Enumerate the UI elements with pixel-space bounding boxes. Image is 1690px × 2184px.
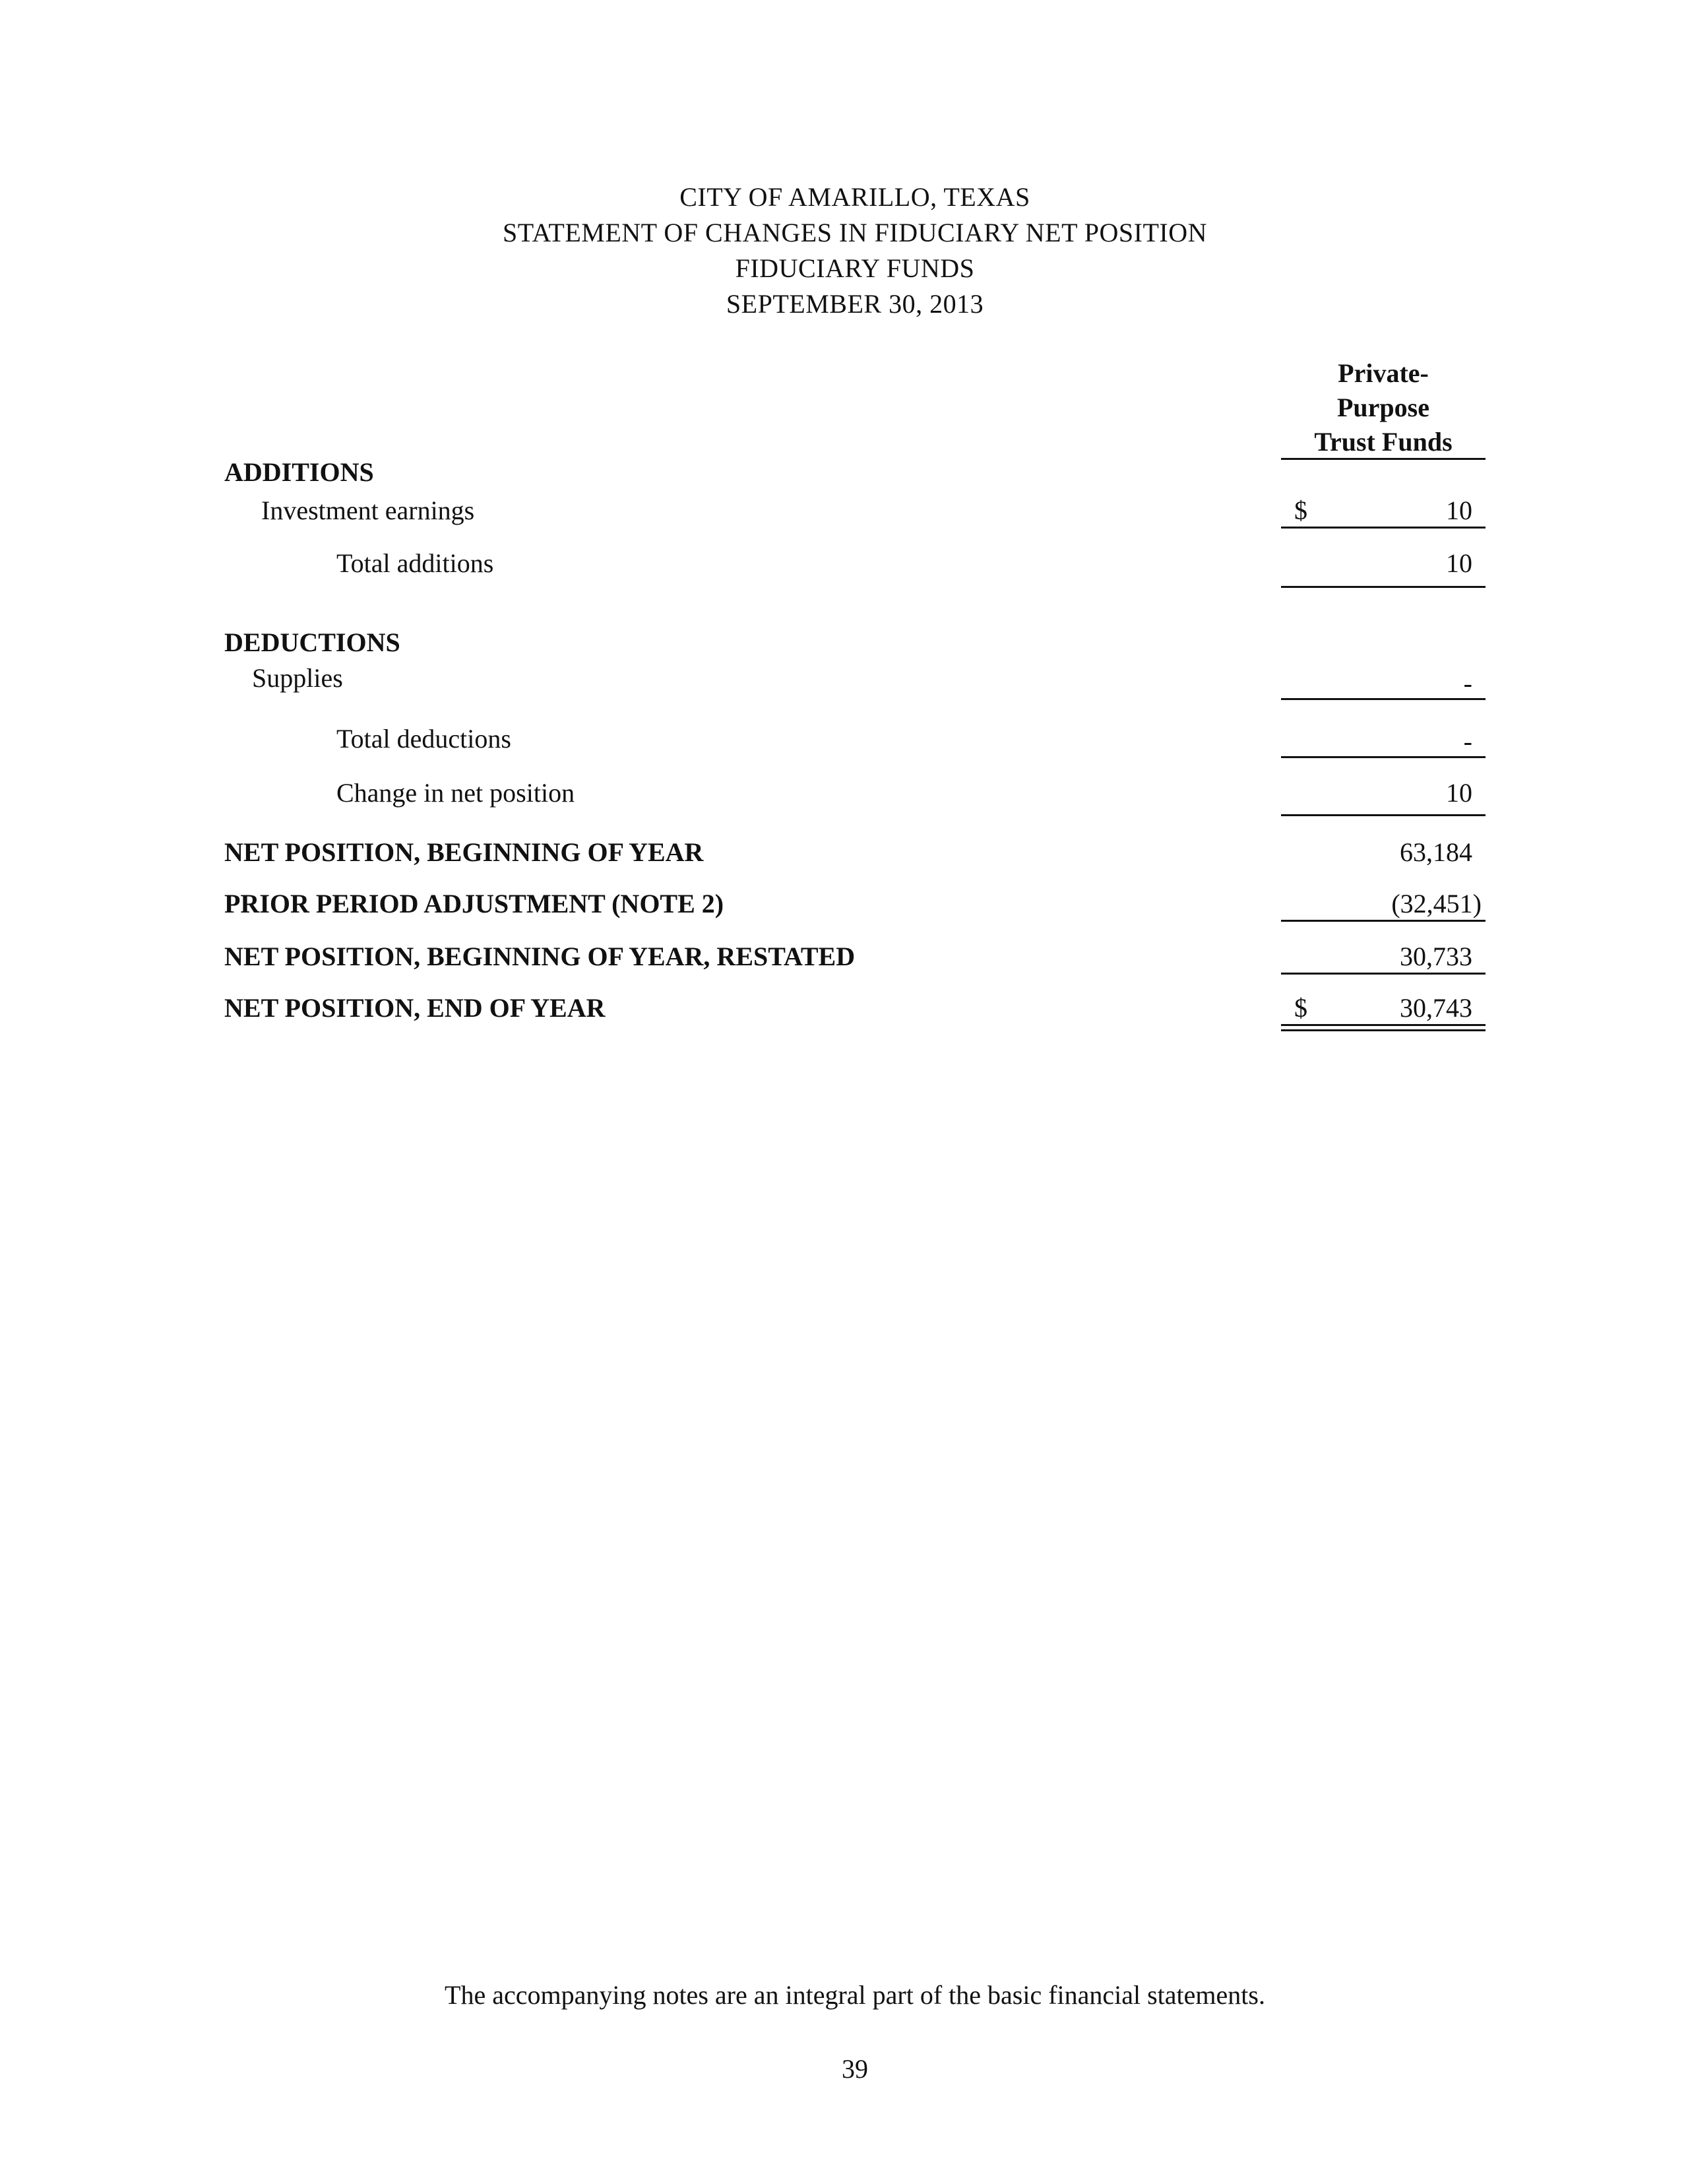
supplies-value: - [1463, 668, 1472, 698]
net-position-restated-underline [1281, 973, 1486, 975]
supplies-amount [1281, 668, 1486, 699]
net-position-end-amount [1281, 992, 1486, 1024]
investment-earnings-underline [1281, 527, 1486, 529]
change-in-net-position-value: 10 [1446, 778, 1472, 808]
dollar-sign-end: $ [1294, 993, 1307, 1023]
investment-earnings-value: 10 [1446, 496, 1472, 525]
supplies-label: Supplies [252, 663, 343, 693]
total-deductions-label: Total deductions [336, 724, 511, 754]
total-additions-underline [1281, 586, 1486, 588]
net-position-end-value: 30,743 [1400, 993, 1472, 1023]
change-in-net-position-underline [1281, 814, 1486, 816]
net-position-end-double-underline-bottom [1281, 1029, 1486, 1031]
net-position-end-double-underline-top [1281, 1024, 1486, 1026]
prior-period-adjustment-amount [1281, 888, 1486, 920]
total-additions-value: 10 [1446, 548, 1472, 578]
statement-header [0, 179, 1690, 322]
change-in-net-position-amount [1281, 777, 1486, 809]
column-header [1281, 356, 1486, 459]
net-position-restated-value: 30,733 [1400, 942, 1472, 971]
prior-period-adjustment-underline [1281, 920, 1486, 922]
statement-title: STATEMENT OF CHANGES IN FIDUCIARY NET POSITION [503, 218, 1207, 247]
net-position-beginning-amount [1281, 837, 1486, 868]
dollar-sign: $ [1294, 496, 1307, 525]
column-header-underline [1281, 458, 1486, 460]
net-position-beginning-label: NET POSITION, BEGINNING OF YEAR [224, 837, 704, 867]
net-position-beginning-value: 63,184 [1400, 837, 1472, 867]
column-header-line-3: Trust Funds [1314, 427, 1453, 457]
net-position-end-label: NET POSITION, END OF YEAR [224, 993, 606, 1023]
supplies-underline [1281, 698, 1486, 700]
total-deductions-underline [1281, 756, 1486, 758]
prior-period-adjustment-value: (32,451) [1391, 889, 1482, 918]
total-additions-label: Total additions [336, 548, 494, 578]
column-header-line-2: Purpose [1337, 393, 1429, 422]
investment-earnings-amount [1281, 495, 1486, 527]
statement-date: SEPTEMBER 30, 2013 [726, 289, 984, 319]
prior-period-adjustment-label: PRIOR PERIOD ADJUSTMENT (NOTE 2) [224, 889, 724, 918]
fund-type: FIDUCIARY FUNDS [735, 253, 975, 283]
additions-heading: ADDITIONS [224, 457, 374, 487]
net-position-restated-amount [1281, 941, 1486, 973]
page-number: 39 [842, 2054, 868, 2084]
column-header-line-1: Private- [1338, 358, 1429, 388]
entity-name: CITY OF AMARILLO, TEXAS [679, 182, 1030, 212]
change-in-net-position-label: Change in net position [336, 778, 575, 808]
deductions-heading: DEDUCTIONS [224, 627, 400, 657]
net-position-restated-label: NET POSITION, BEGINNING OF YEAR, RESTATED [224, 942, 856, 971]
total-additions-amount [1281, 548, 1486, 579]
investment-earnings-label: Investment earnings [261, 496, 475, 525]
total-deductions-value: - [1463, 726, 1472, 756]
footnote: The accompanying notes are an integral part of the basic financial statements. [445, 1980, 1265, 2010]
total-deductions-amount [1281, 726, 1486, 757]
